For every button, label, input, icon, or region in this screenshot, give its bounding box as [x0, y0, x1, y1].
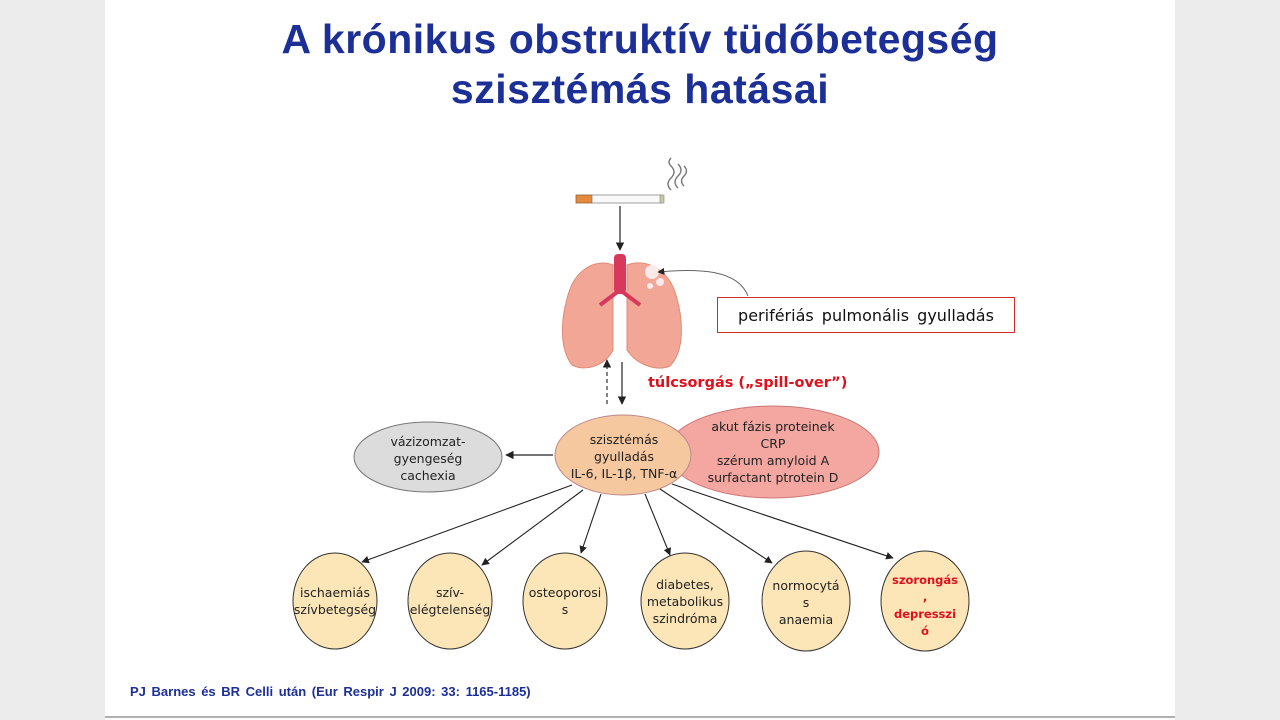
effect-node-diabetes: [641, 562, 729, 640]
muscle-line: cachexia: [400, 467, 456, 483]
title-line-1: A krónikus obstruktív tüdőbetegség: [281, 16, 999, 62]
acute-line: szérum amyloid A: [716, 453, 830, 468]
spillover-label: túlcsorgás („spill-over”): [648, 375, 848, 391]
effect-line: s: [802, 594, 810, 610]
effect-line: depresszi: [893, 607, 957, 621]
systemic-line: gyulladás: [594, 448, 654, 464]
effect-line: ischaemiás: [300, 585, 370, 600]
effect-line: szorongás: [891, 573, 959, 587]
muscle-line: vázizomzat-: [390, 433, 466, 449]
title-line-2: szisztémás hatásai: [450, 66, 830, 112]
acute-line: akut fázis proteinek: [711, 419, 835, 434]
effect-node-anxiety: [881, 572, 969, 652]
effect-line: anaemia: [778, 611, 834, 627]
muscle-line: gyengeség: [393, 450, 463, 466]
effect-line: osteoporosi: [528, 585, 602, 600]
effect-line: ,: [922, 590, 928, 604]
effect-node-osteoporosis: [523, 562, 607, 640]
cigarette-icon: [576, 158, 687, 203]
effect-line: szindróma: [652, 610, 718, 626]
acute-line: CRP: [760, 436, 786, 451]
effect-line: metabolikus: [646, 593, 724, 609]
citation: PJ Barnes és BR Celli után (Eur Respir J 2009: 33: 1165-1185): [130, 684, 531, 699]
effect-line: diabetes,: [656, 576, 714, 592]
effect-line: s: [561, 602, 569, 617]
systemic-line: szisztémás: [589, 431, 659, 447]
acute-line: surfactant ptrotein D: [707, 470, 839, 485]
effect-node-heart-failure: [408, 562, 492, 640]
effect-line: szívbetegség: [293, 602, 377, 617]
effect-node-ischaemic: [293, 562, 377, 640]
systemic-line: IL-6, IL-1β, TNF-α: [570, 465, 678, 481]
effect-node-anaemia: [762, 562, 850, 642]
effect-line: szív-: [435, 585, 465, 600]
effect-line: ó: [921, 624, 929, 638]
effect-line: elégtelenség: [409, 602, 491, 617]
muscle-weakness-node: [365, 428, 491, 488]
peripheral-inflammation-label: perifériás pulmonális gyulladás: [717, 297, 1015, 333]
systemic-inflammation-node: [565, 424, 683, 488]
effect-line: normocytá: [772, 577, 840, 593]
acute-phase-node: [692, 412, 854, 492]
